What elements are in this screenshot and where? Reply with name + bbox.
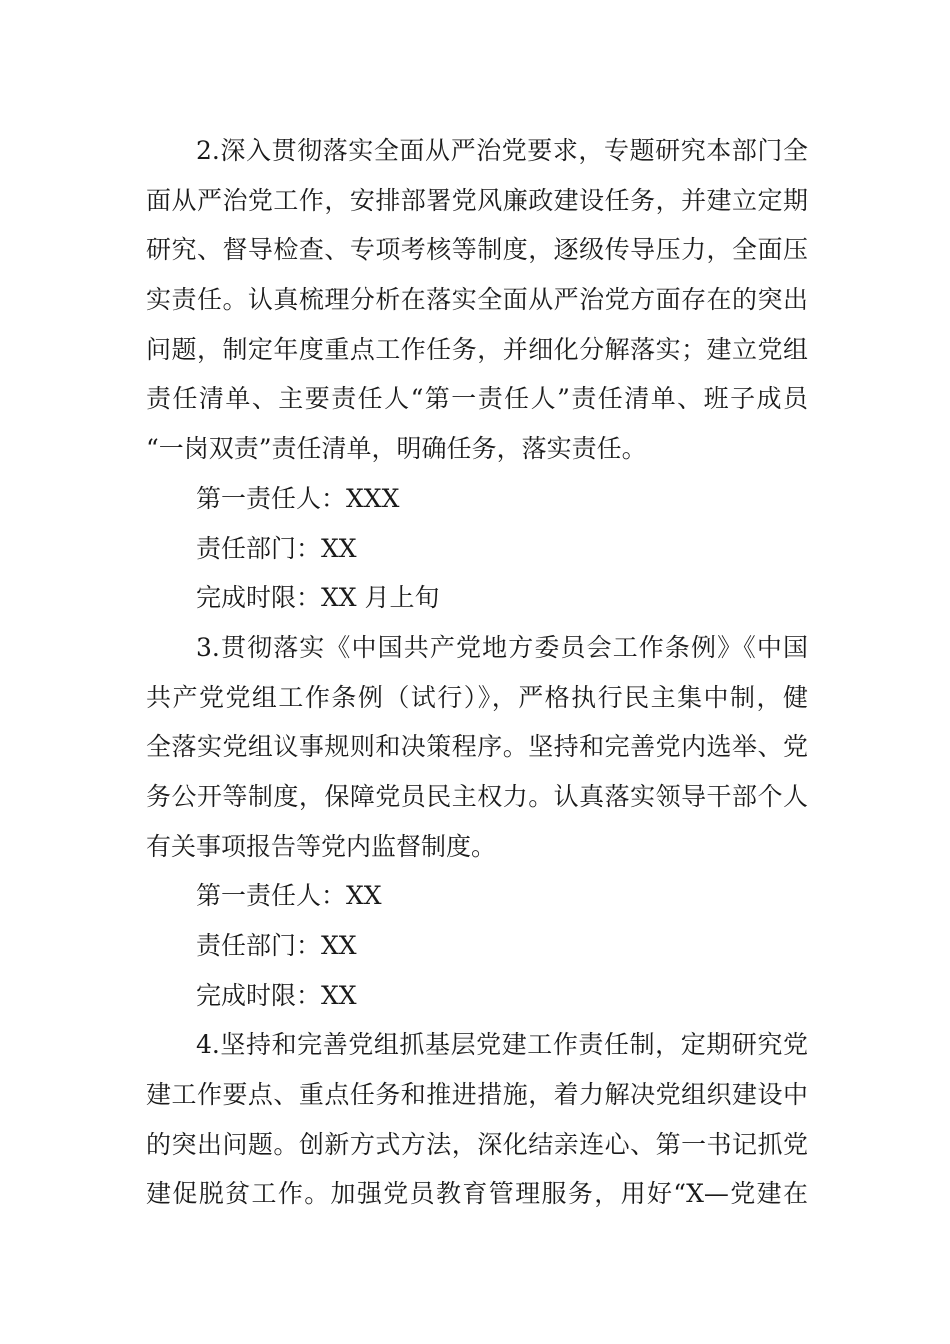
paragraph-3-line-5: 有关事项报告等党内监督制度。 bbox=[146, 831, 497, 861]
paragraph-4-line-3: 的突出问题。创新方式方法，深化结亲连心、第一书记抓党 bbox=[146, 1129, 808, 1159]
paragraph-3-responsible-department: 责任部门：XX bbox=[196, 931, 357, 960]
paragraph-3-line-4: 务公开等制度，保障党员民主权力。认真落实领导干部个人 bbox=[146, 781, 808, 811]
paragraph-2-line-5: 问题，制定年度重点工作任务，并细化分解落实；建立党组 bbox=[146, 334, 808, 364]
paragraph-3-line-1: 3.贯彻落实《中国共产党地方委员会工作条例》《中国 bbox=[196, 632, 808, 662]
paragraph-2-line-4: 实责任。认真梳理分析在落实全面从严治党方面存在的突出 bbox=[146, 285, 808, 315]
paragraph-2-line-6: 责任清单、主要责任人“第一责任人”责任清单、班子成员 bbox=[146, 384, 808, 414]
paragraph-2-responsible-person: 第一责任人：XXX bbox=[196, 483, 400, 513]
paragraph-2-line-2: 面从严治党工作，安排部署党风廉政建设任务，并建立定期 bbox=[146, 185, 808, 215]
paragraph-2-deadline: 完成时限：XX 月上旬 bbox=[196, 583, 440, 613]
paragraph-3-responsible-person: 第一责任人：XX bbox=[196, 881, 382, 911]
paragraph-4-line-1: 4.坚持和完善党组抓基层党建工作责任制，定期研究党 bbox=[196, 1030, 808, 1060]
paragraph-3-deadline: 完成时限：XX bbox=[196, 980, 357, 1010]
paragraph-2-line-7: “一岗双责”责任清单，明确任务，落实责任。 bbox=[146, 434, 647, 464]
paragraph-4-line-2: 建工作要点、重点任务和推进措施，着力解决党组织建设中 bbox=[146, 1080, 808, 1110]
paragraph-2-line-1: 2.深入贯彻落实全面从严治党要求，专题研究本部门全 bbox=[196, 136, 808, 165]
paragraph-4-line-4: 建促脱贫工作。加强党员教育管理服务，用好“X—党建在 bbox=[146, 1179, 808, 1209]
paragraph-3-line-3: 全落实党组议事规则和决策程序。坚持和完善党内选举、党 bbox=[146, 732, 808, 762]
document-body bbox=[146, 126, 808, 1219]
paragraph-3-line-2: 共产党党组工作条例（试行）》，严格执行民主集中制，健 bbox=[146, 682, 808, 712]
paragraph-2-line-3: 研究、督导检查、专项考核等制度，逐级传导压力，全面压 bbox=[146, 235, 808, 265]
paragraph-2-responsible-department: 责任部门：XX bbox=[196, 533, 357, 563]
